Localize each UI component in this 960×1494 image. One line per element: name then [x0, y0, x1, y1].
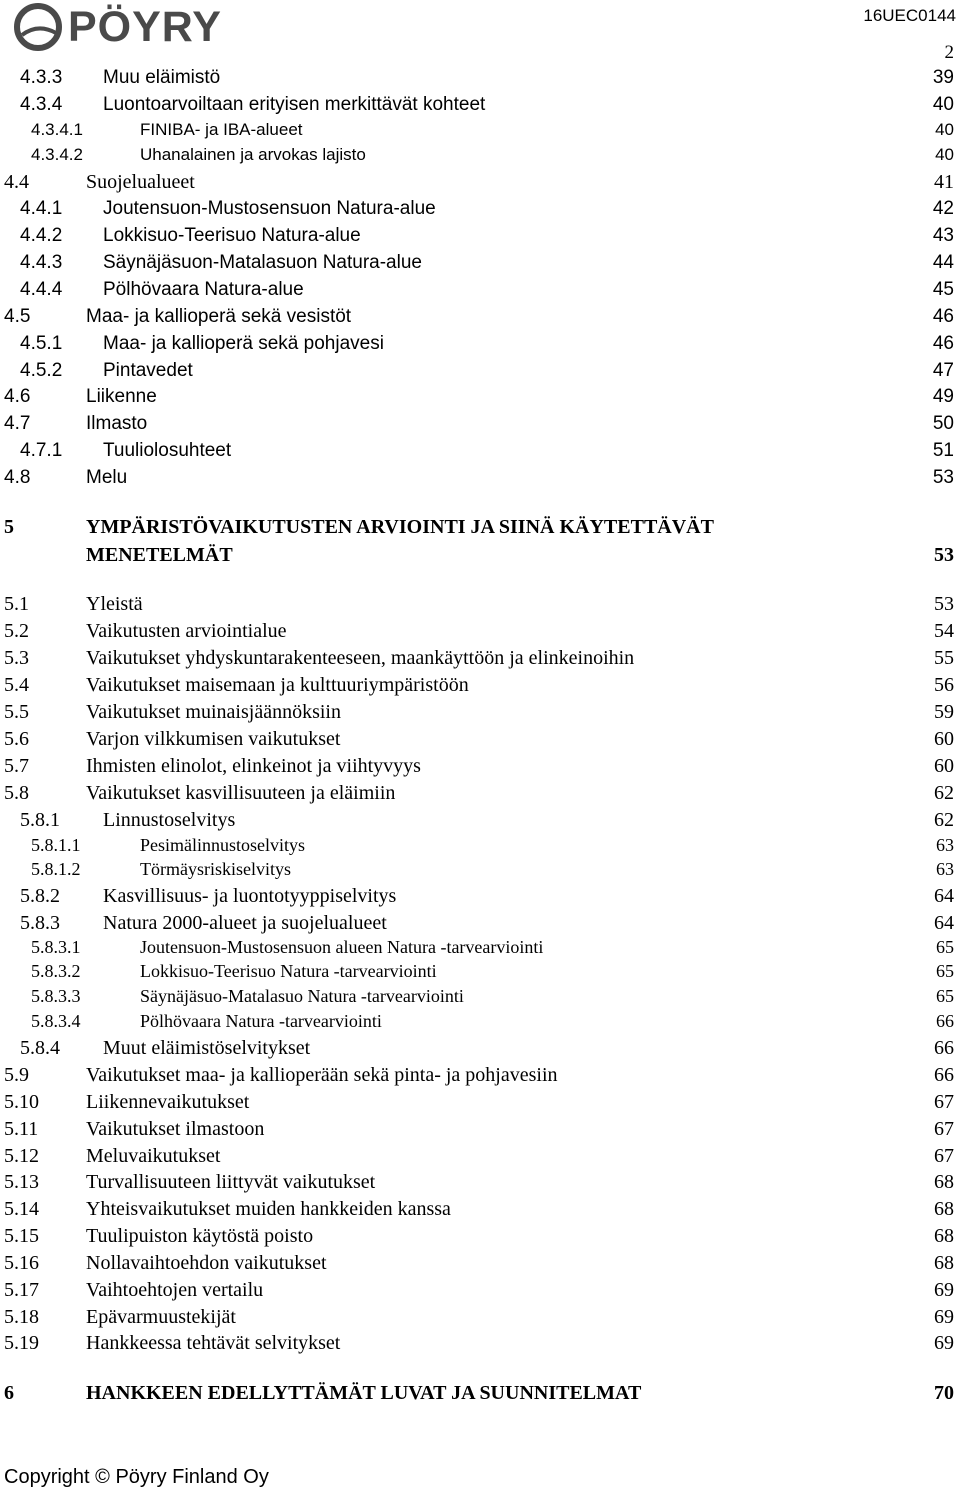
toc-entry-title: Liikennevaikutukset	[86, 1091, 250, 1113]
toc-entry-number: 4.5	[4, 306, 31, 327]
toc-entry-number: 5.8.4	[20, 1037, 60, 1059]
toc-entry-title: MENETELMÄT	[86, 544, 233, 566]
toc-entry-page: 41	[934, 171, 954, 193]
toc-entry-page: 56	[934, 674, 954, 696]
toc-entry-number: 5.8	[4, 782, 29, 804]
toc-entry-title: Vaikutusten arviointialue	[86, 620, 287, 642]
toc-entry-title: Muu eläimistö	[103, 67, 221, 88]
toc-entry-page: 69	[934, 1279, 954, 1301]
toc-entry-number: 5.14	[4, 1198, 39, 1220]
toc-entry-number: 4.3.4.1	[31, 120, 83, 139]
toc-entry-number: 4.4.4	[20, 279, 63, 300]
toc-entry-title: Epävarmuustekijät	[86, 1306, 236, 1328]
toc-entry-number: 5.8.3.3	[31, 986, 81, 1006]
toc-entry-number: 4.5.1	[20, 333, 63, 354]
toc-entry-title: Ilmasto	[86, 413, 148, 434]
toc-entry-title: Hankkeessa tehtävät selvitykset	[86, 1332, 341, 1354]
toc-entry-number: 4.5.2	[20, 360, 63, 381]
toc-entry-number: 4.3.4.2	[31, 145, 83, 164]
toc-entry-page: 68	[934, 1198, 954, 1220]
toc-entry-title: Pesimälinnustoselvitys	[140, 835, 306, 855]
toc-entry-page: 50	[932, 413, 954, 434]
toc-entry-page: 69	[934, 1306, 954, 1328]
toc-entry-number: 5.15	[4, 1225, 39, 1247]
toc-entry-number: 5.4	[4, 674, 29, 696]
toc-entry-page: 44	[932, 252, 954, 273]
toc-entry-title: HANKKEEN EDELLYTTÄMÄT LUVAT JA SUUNNITELMAT	[86, 1382, 642, 1404]
toc-entry-number: 4.3.3	[20, 67, 63, 88]
toc-entry-title: Yleistä	[86, 593, 143, 615]
toc-entry-title: Joutensuon-Mustosensuon alueen Natura -tarvearviointi	[140, 937, 544, 957]
toc-entry-page: 62	[934, 809, 954, 831]
copyright-footer: Copyright © Pöyry Finland Oy	[4, 1466, 269, 1488]
toc-entry-page: 68	[934, 1171, 954, 1193]
toc-entry-number: 4.8	[4, 467, 31, 488]
toc-entry-page: 62	[934, 782, 954, 804]
toc-entry-number: 5.3	[4, 647, 29, 669]
toc-entry-title: Muut eläimistöselvitykset	[103, 1037, 311, 1059]
toc-entry-page: 63	[936, 835, 954, 855]
toc-entry-title: Törmäysriskiselvitys	[140, 859, 291, 879]
toc-entry-page: 65	[936, 986, 954, 1006]
toc-entry-number: 4.4.3	[20, 252, 63, 273]
toc-entry-number: 5.10	[4, 1091, 39, 1113]
toc-entry-title: Natura 2000-alueet ja suojelualueet	[103, 912, 387, 934]
toc-entry-page: 51	[932, 440, 954, 461]
toc-entry-number: 5.18	[4, 1306, 39, 1328]
toc-entry-number: 4.7	[4, 413, 31, 434]
toc-entry-number: 5.17	[4, 1279, 39, 1301]
toc-entry-title: Vaikutukset muinaisjäännöksiin	[86, 701, 341, 723]
toc-entry-number: 5.8.3.2	[31, 961, 81, 981]
toc-entry-number: 5.6	[4, 728, 29, 750]
toc-entry-title: Uhanalainen ja arvokas lajisto	[140, 145, 366, 164]
toc-entry-title: Kasvillisuus- ja luontotyyppiselvitys	[103, 885, 397, 907]
toc-entry-number: 4.7.1	[20, 440, 63, 461]
toc-entry-page: 67	[934, 1118, 954, 1140]
toc-entry-number: 5.13	[4, 1171, 39, 1193]
toc-entry-title: Joutensuon-Mustosensuon Natura-alue	[103, 198, 436, 219]
toc-entry-title: Ihmisten elinolot, elinkeinot ja viihtyvyys	[86, 755, 421, 777]
toc-entry-number: 4.6	[4, 386, 31, 407]
toc-entry-title: Luontoarvoiltaan erityisen merkittävät kohteet	[103, 94, 486, 115]
toc-entry-page: 66	[936, 1011, 954, 1031]
toc-entry-title: Vaikutukset yhdyskuntarakenteeseen, maankäyttöön ja elinkeinoihin	[86, 647, 635, 669]
toc-entry-page: 45	[932, 279, 954, 300]
toc-entry-title: Maa- ja kallioperä sekä pohjavesi	[103, 333, 384, 354]
toc-entry-page: 67	[934, 1145, 954, 1167]
toc-entry-title: Pölhövaara Natura -tarvearviointi	[140, 1011, 382, 1031]
poyry-logo-icon	[14, 3, 62, 51]
toc-entry-title: FINIBA- ja IBA-alueet	[140, 120, 303, 139]
toc-entry-page: 64	[934, 912, 954, 934]
toc-entry-title: Varjon vilkkumisen vaikutukset	[86, 728, 341, 750]
toc-entry-page: 65	[936, 961, 954, 981]
toc-entry-title: Suojelualueet	[86, 171, 195, 193]
toc-entry-page: 67	[934, 1091, 954, 1113]
toc-entry-title: Pölhövaara Natura-alue	[103, 279, 304, 300]
toc-entry-number: 5.8.3.4	[31, 1011, 81, 1031]
toc-entry-title: Säynäjäsuo-Matalasuo Natura -tarvearviointi	[140, 986, 464, 1006]
toc-entry-title: Vaihtoehtojen vertailu	[86, 1279, 264, 1301]
toc-entry-number: 5.9	[4, 1064, 29, 1086]
toc-entry-title: Vaikutukset maa- ja kallioperään sekä pinta- ja pohjavesiin	[86, 1064, 558, 1086]
toc-entry-number: 5.8.2	[20, 885, 60, 907]
toc-entry-number: 5.16	[4, 1252, 39, 1274]
toc-entry-number: 4.4	[4, 171, 29, 193]
toc-entry-page: 46	[932, 333, 954, 354]
toc-entry-title: Meluvaikutukset	[86, 1145, 221, 1167]
toc-entry-title: Nollavaihtoehdon vaikutukset	[86, 1252, 327, 1274]
toc-entry-title: Pintavedet	[103, 360, 193, 381]
toc-entry-page: 40	[935, 145, 954, 164]
toc-entry-number: 5.5	[4, 701, 29, 723]
toc-entry-title: Liikenne	[86, 386, 157, 407]
company-logo	[14, 2, 276, 52]
toc-entry-page: 40	[935, 120, 954, 139]
toc-entry-page: 54	[934, 620, 954, 642]
toc-entry-title: Vaikutukset maisemaan ja kulttuuriympäristöön	[86, 674, 469, 696]
toc-entry-title: Linnustoselvitys	[103, 809, 236, 831]
toc-entry-number: 5.7	[4, 755, 29, 777]
toc-entry-page: 55	[934, 647, 954, 669]
toc-entry-title: Maa- ja kallioperä sekä vesistöt	[86, 306, 352, 327]
toc-entry-number: 5.1	[4, 593, 29, 615]
toc-entry-title: YMPÄRISTÖVAIKUTUSTEN ARVIOINTI JA SIINÄ KÄYTETTÄVÄT	[86, 516, 714, 538]
toc-entry-page: 63	[936, 859, 954, 879]
toc-entry-page: 53	[934, 544, 954, 566]
toc-entry-title: Lokkisuo-Teerisuo Natura -tarvearviointi	[140, 961, 437, 981]
toc-entry-page: 60	[934, 755, 954, 777]
toc-entry-number: 5.8.1	[20, 809, 60, 831]
toc-entry-page: 68	[934, 1225, 954, 1247]
toc-entry-page: 69	[934, 1332, 954, 1354]
toc-entry-title: Lokkisuo-Teerisuo Natura-alue	[103, 225, 361, 246]
toc-entry-title: Tuuliolosuhteet	[103, 440, 232, 461]
toc-entry-page: 42	[932, 198, 954, 219]
toc-entry-page: 53	[932, 467, 954, 488]
toc-entry-page: 53	[934, 593, 954, 615]
toc-entry-page: 43	[932, 225, 954, 246]
document-id: 16UEC0144	[863, 6, 956, 25]
toc-entry-page: 40	[932, 94, 954, 115]
toc-entry-title: Säynäjäsuon-Matalasuon Natura-alue	[103, 252, 422, 273]
toc-entry-number: 5.8.3.1	[31, 937, 81, 957]
toc-entry-number: 4.4.2	[20, 225, 63, 246]
toc-entry-number: 4.4.1	[20, 198, 63, 219]
toc-entry-page: 49	[932, 386, 954, 407]
toc-entry-number: 5.8.1.1	[31, 835, 81, 855]
toc-entry-number: 5.19	[4, 1332, 39, 1354]
toc-entry-page: 46	[932, 306, 954, 327]
toc-entry-page: 65	[936, 937, 954, 957]
toc-entry-number: 5.12	[4, 1145, 39, 1167]
toc-entry-title: Melu	[86, 467, 128, 488]
toc-entry-number: 5.11	[4, 1118, 39, 1140]
toc-entry-page: 68	[934, 1252, 954, 1274]
toc-entry-number: 5.8.3	[20, 912, 60, 934]
page-number: 2	[944, 42, 954, 63]
toc-entry-title: Vaikutukset ilmastoon	[86, 1118, 265, 1140]
toc-entry-page: 60	[934, 728, 954, 750]
toc-entry-number: 5	[4, 516, 14, 538]
logo-text: PÖYRY	[68, 2, 222, 51]
toc-entry-page: 66	[934, 1064, 954, 1086]
toc-entry-number: 4.3.4	[20, 94, 63, 115]
toc-entry-page: 39	[932, 67, 954, 88]
toc-entry-page: 70	[934, 1382, 954, 1404]
toc-entry-number: 5.2	[4, 620, 29, 642]
toc-entry-page: 47	[932, 360, 954, 381]
toc-entry-title: Turvallisuuteen liittyvät vaikutukset	[86, 1171, 376, 1193]
toc-entry-title: Tuulipuiston käytöstä poisto	[86, 1225, 314, 1247]
toc-entry-page: 59	[934, 701, 954, 723]
toc-entry-title: Yhteisvaikutukset muiden hankkeiden kanssa	[86, 1198, 451, 1220]
toc-entry-page: 66	[934, 1037, 954, 1059]
toc-entry-number: 6	[4, 1382, 14, 1404]
toc-entry-title: Vaikutukset kasvillisuuteen ja eläimiin	[86, 782, 396, 804]
toc-entry-page: 64	[934, 885, 954, 907]
toc-entry-number: 5.8.1.2	[31, 859, 81, 879]
